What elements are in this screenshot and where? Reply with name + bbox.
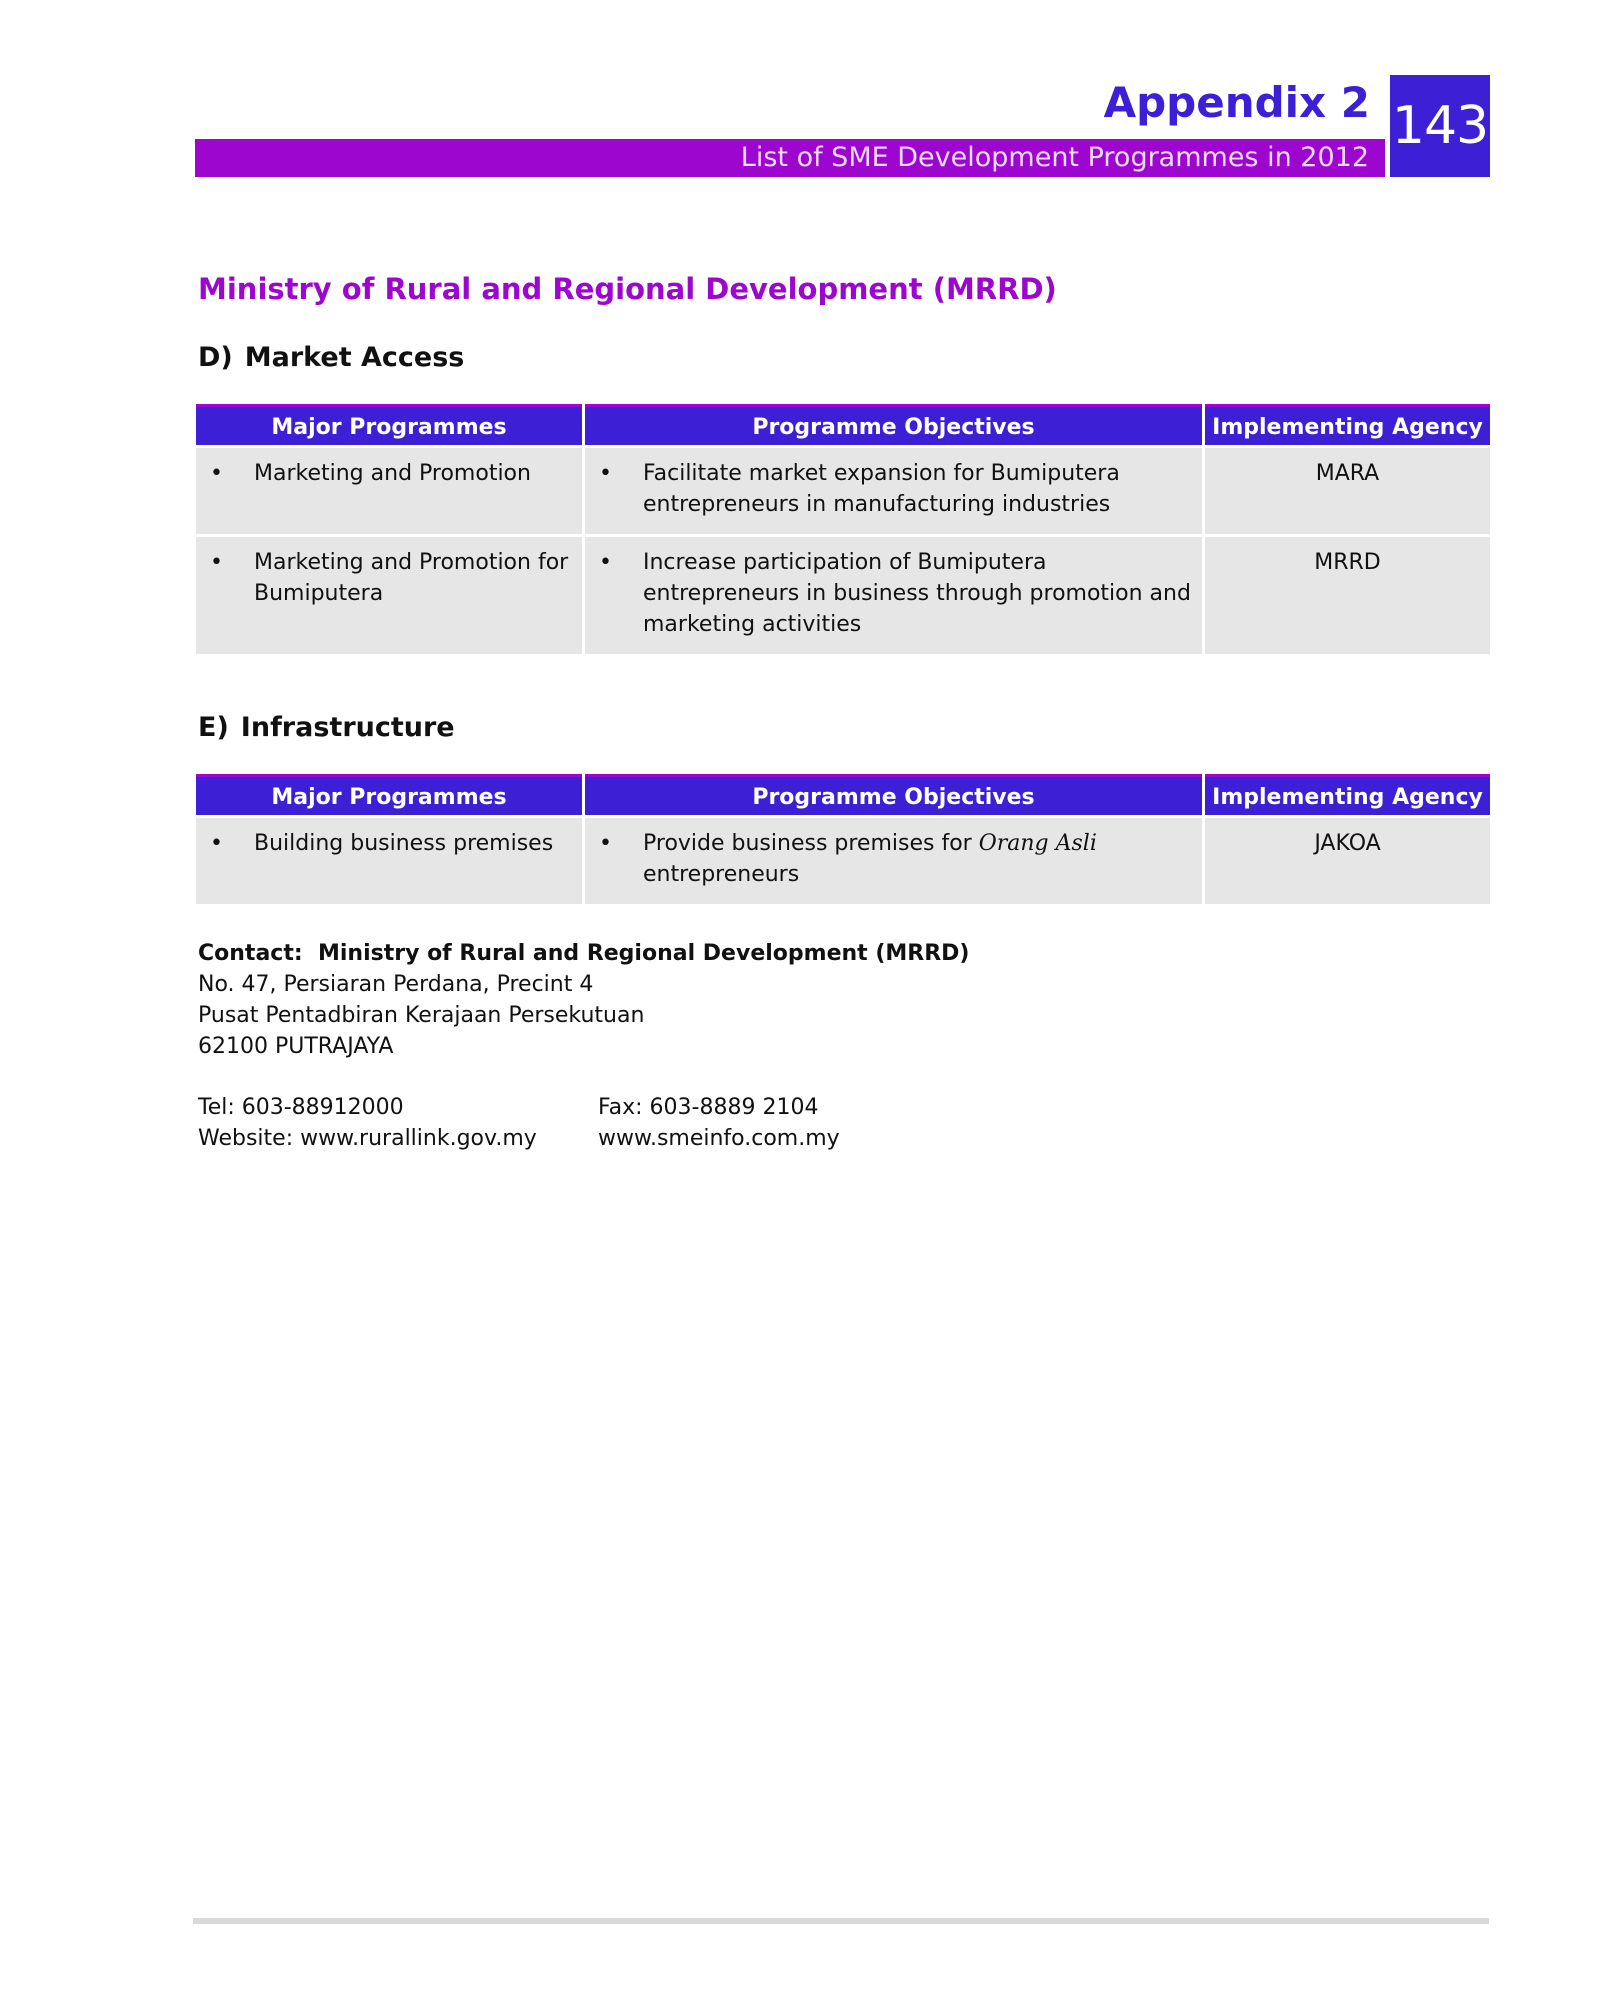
table-row [196, 448, 1490, 534]
table-row [196, 537, 1490, 654]
contact-name: Ministry of Rural and Regional Development (MRRD) [317, 941, 970, 966]
market-access-table [196, 404, 1490, 654]
bullet-icon: • [210, 461, 223, 486]
address-line: 62100 PUTRAJAYA [198, 1034, 394, 1059]
contact-row [198, 1123, 840, 1154]
section-heading-infrastructure [198, 712, 455, 743]
table-header-row [196, 774, 1490, 815]
column-header-programme-objectives: Programme Objectives [585, 404, 1202, 445]
section-letter: D) [198, 342, 233, 373]
header-subtitle: List of SME Development Programmes in 2012 [740, 142, 1369, 173]
objective-text: Facilitate market expansion for Bumiputera entrepreneurs in manufacturing industries [643, 461, 1120, 517]
bullet-icon: • [599, 461, 612, 486]
objective-suffix: entrepreneurs [643, 862, 800, 887]
programme-text: Building business premises [254, 831, 554, 856]
contact-row [198, 1092, 840, 1123]
agency-cell: MRRD [1205, 537, 1490, 654]
ministry-heading: Ministry of Rural and Regional Development (MRRD) [198, 272, 1057, 306]
column-header-implementing-agency: Implementing Agency [1205, 404, 1490, 445]
programme-cell [196, 448, 582, 534]
section-title: Market Access [244, 342, 465, 373]
agency-cell: JAKOA [1205, 818, 1490, 904]
page-number: 143 [1391, 96, 1489, 156]
programme-text: Marketing and Promotion for Bumiputera [254, 550, 569, 606]
contact-label: Contact: [198, 941, 303, 966]
table-header-row [196, 404, 1490, 445]
section-title: Infrastructure [240, 712, 455, 743]
agency-cell: MARA [1205, 448, 1490, 534]
fax: Fax: 603-8889 2104 [598, 1095, 819, 1120]
bullet-icon: • [210, 550, 223, 575]
table-row [196, 818, 1490, 904]
section-letter: E) [198, 712, 229, 743]
column-header-programme-objectives: Programme Objectives [585, 774, 1202, 815]
objective-text: Increase participation of Bumiputera entrepreneurs in business through promotion and marketing activities [643, 550, 1191, 637]
objective-cell [585, 818, 1202, 904]
infrastructure-table [196, 774, 1490, 904]
programme-text: Marketing and Promotion [254, 461, 531, 486]
objective-italic: Orang Asli [978, 831, 1097, 856]
tel: Tel: 603-88912000 [198, 1095, 404, 1120]
section-heading-market-access [198, 342, 464, 373]
address-line: No. 47, Persiaran Perdana, Precint 4 [198, 972, 594, 997]
objective-cell [585, 537, 1202, 654]
bullet-icon: • [210, 831, 223, 856]
programme-cell [196, 818, 582, 904]
contact-heading [198, 938, 969, 969]
footer-divider [193, 1918, 1489, 1924]
page-number-box [1390, 75, 1490, 177]
contact-details [198, 1092, 840, 1154]
bullet-icon: • [599, 831, 612, 856]
programme-cell [196, 537, 582, 654]
header-bar [195, 139, 1385, 177]
address-line: Pusat Pentadbiran Kerajaan Persekutuan [198, 1003, 645, 1028]
website-link[interactable]: Website: www.rurallink.gov.my [198, 1126, 537, 1151]
column-header-major-programmes: Major Programmes [196, 774, 582, 815]
objective-text [643, 828, 1202, 890]
objective-prefix: Provide business premises for [643, 831, 972, 856]
contact-block [198, 938, 969, 1062]
appendix-title: Appendix 2 [1103, 78, 1370, 127]
column-header-implementing-agency: Implementing Agency [1205, 774, 1490, 815]
objective-cell [585, 448, 1202, 534]
column-header-major-programmes: Major Programmes [196, 404, 582, 445]
bullet-icon: • [599, 550, 612, 575]
website2-link[interactable]: www.smeinfo.com.my [598, 1126, 840, 1151]
